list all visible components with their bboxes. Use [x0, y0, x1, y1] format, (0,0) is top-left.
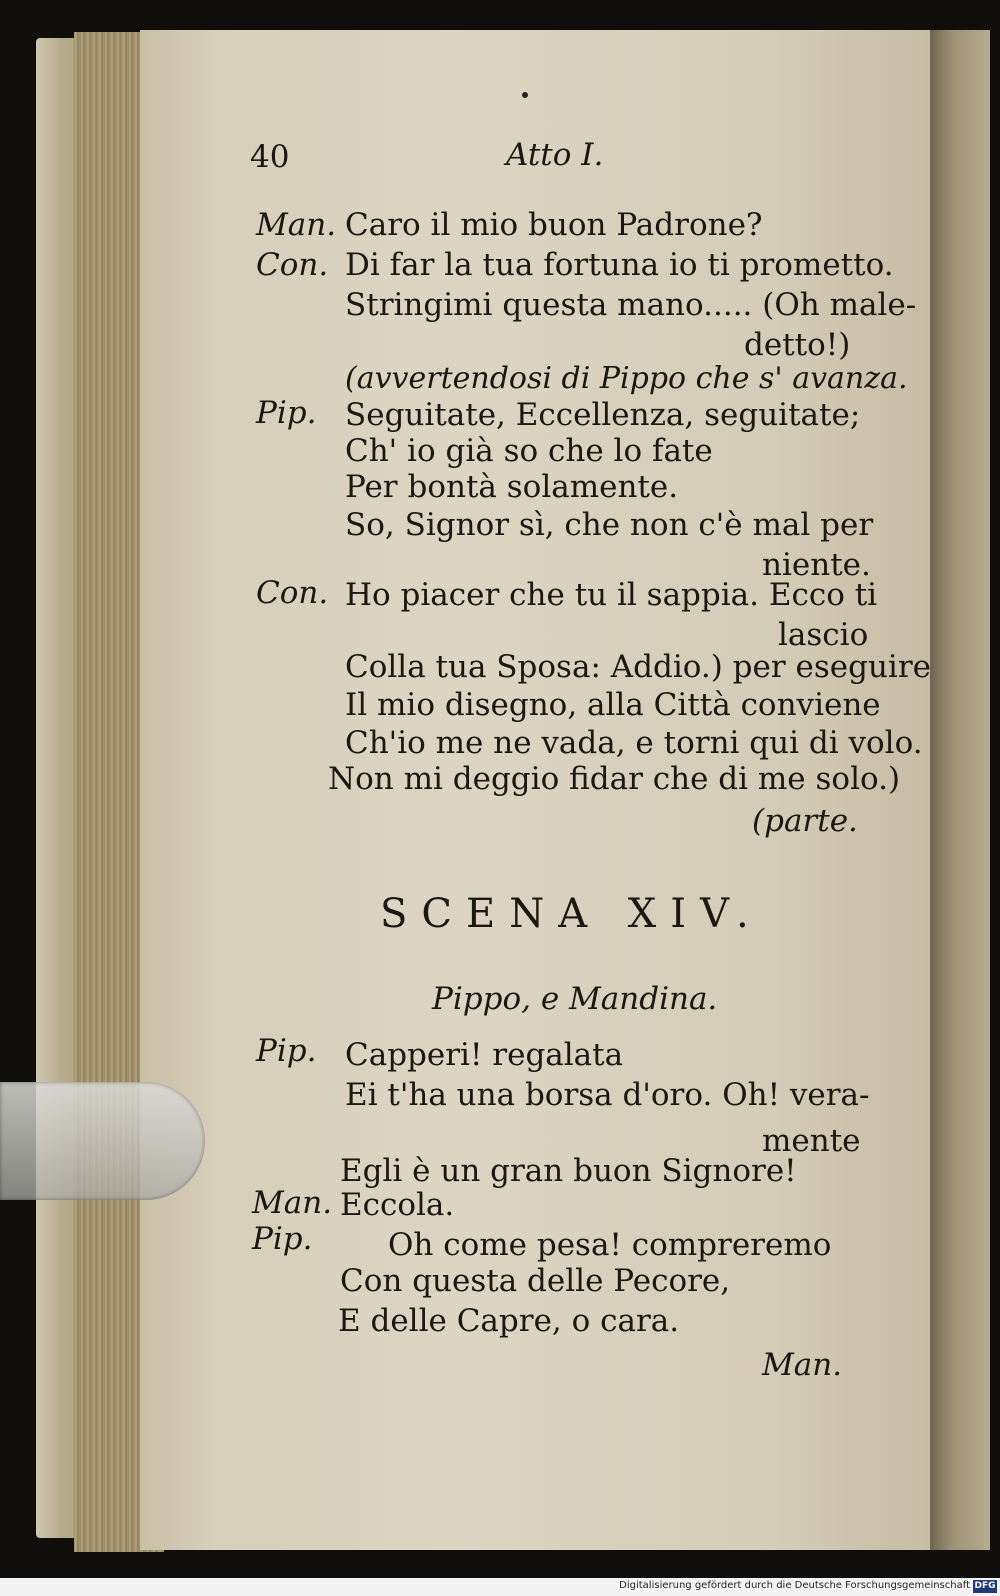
dfg-logo: DFG — [974, 1581, 996, 1591]
glass-page-holder — [0, 1082, 205, 1200]
speaker-label: Man. — [252, 1185, 333, 1221]
verse-line: Ch' io già so che lo fate — [345, 433, 713, 469]
verse-line: E delle Capre, o cara. — [338, 1303, 680, 1339]
verse-line: Egli è un gran buon Signore! — [340, 1153, 797, 1189]
catchword: Man. — [762, 1347, 843, 1383]
facing-page-edge — [930, 30, 990, 1550]
verse-line: Capperi! regalata — [345, 1037, 624, 1073]
verse-line: Seguitate, Eccellenza, seguitate; — [345, 397, 861, 433]
speaker-label: Pip. — [252, 1221, 313, 1257]
verse-line: Caro il mio buon Padrone? — [345, 207, 763, 243]
verse-line-continuation: lascio — [778, 617, 869, 653]
verse-line: Stringimi questa mano..... (Oh male- — [345, 287, 917, 323]
stage-direction: (parte. — [752, 803, 858, 839]
verse-line: Per bontà solamente. — [345, 469, 679, 505]
running-head: Atto I. — [506, 137, 604, 173]
verse-line: Con questa delle Pecore, — [340, 1263, 731, 1299]
speaker-label: Con. — [256, 575, 329, 611]
top-mark — [522, 92, 528, 98]
verse-line: Di far la tua fortuna io ti prometto. — [345, 247, 894, 283]
verse-line-continuation: mente — [762, 1123, 861, 1159]
scene-title: SCENA XIV. — [380, 891, 763, 937]
verse-line: Oh come pesa! compreremo — [388, 1227, 832, 1263]
verse-line: Ei t'ha una borsa d'oro. Oh! vera- — [345, 1077, 870, 1113]
stage-direction: (avvertendosi di Pippo che s' avanza. — [345, 361, 908, 396]
page-number: 40 — [250, 139, 290, 175]
verse-line-continuation: niente. — [762, 547, 871, 583]
speaker-label: Pip. — [256, 395, 317, 431]
footer-credit: Digitalisierung gefördert durch die Deutsche Forschungsgemeinschaft — [619, 1580, 970, 1591]
verse-line: Ch'io me ne vada, e torni qui di volo. — [345, 725, 923, 761]
verse-line: Non mi deggio fidar che di me solo.) — [328, 761, 901, 797]
speaker-label: Man. — [256, 207, 337, 243]
verse-line: Colla tua Sposa: Addio.) per eseguire — [345, 649, 932, 685]
verse-line: Eccola. — [340, 1187, 455, 1223]
verse-line-continuation: detto!) — [744, 327, 851, 363]
verse-line: Ho piacer che tu il sappia. Ecco ti — [345, 577, 878, 613]
verse-line: Il mio disegno, alla Città conviene — [345, 687, 881, 723]
speaker-label: Pip. — [256, 1033, 317, 1069]
speaker-label: Con. — [256, 247, 329, 283]
verse-line: So, Signor sì, che non c'è mal per — [345, 507, 874, 543]
scene-characters: Pippo, e Mandina. — [432, 981, 718, 1017]
